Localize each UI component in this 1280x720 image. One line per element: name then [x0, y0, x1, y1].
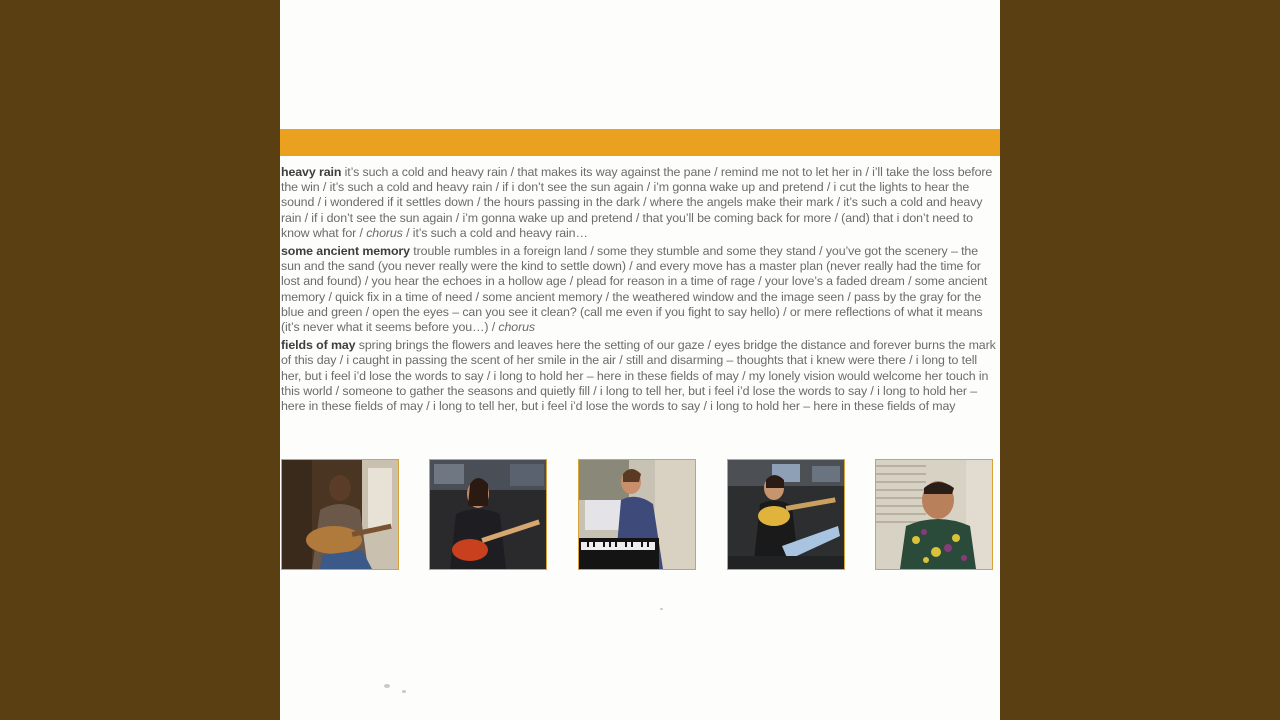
song-title: fields of may: [281, 338, 356, 353]
photo-image: [430, 460, 546, 569]
song-title: heavy rain: [281, 165, 342, 179]
photo-image: [876, 460, 992, 569]
song-title: some ancient memory: [281, 244, 410, 259]
paper-speck: [660, 608, 663, 610]
song-fields-of-may: [281, 338, 997, 414]
song-some-ancient-memory: [281, 244, 997, 335]
photo-image: [282, 460, 398, 569]
lyrics-block: [281, 165, 997, 417]
photo-keyboard-player: [578, 459, 696, 570]
photo-image: [579, 460, 695, 569]
photo-patterned-shirt: [875, 459, 993, 570]
song-lyrics-tail: / it’s such a cold and heavy rain…: [406, 225, 588, 240]
chorus-marker: chorus: [366, 225, 403, 240]
photo-image: [728, 460, 844, 569]
photo-red-electric-guitar: [429, 459, 547, 570]
song-lyrics: trouble rumbles in a foreign land / some they stumble and some they stand / you’ve got the scenery – the sun and the sand (you never really were the kind to settle down) / and every move has a master plan (never really had the time for lost and found) / you hear the echoes in a hollow age / plead for reason in a time of rage / your love’s a faded dream / some ancient memory / quick fix in a time of need / some ancient memory / the weathered window and the image seen / pass by the gray for the blue and green / open the eyes – can you see it clean? (call me even if you fight to say hello) / or mere reflections of what it means (it’s never what it seems before you…) /: [281, 244, 988, 335]
paper-speck: [384, 684, 390, 688]
song-lyrics: it’s such a cold and heavy rain / that makes its way against the pane / remind me not to let her in / i’ll take the loss before the win / it’s such a cold and heavy rain / if i don’t see the sun again / i’m gonna wake up and pretend / i cut the lights to hear the sound / i wondered if it settles down / the hours passing in the dark / where the angels make their mark / it’s such a cold and heavy rain / if i don’t see the sun again / i’m gonna wake up and pretend / that you’ll be coming back for more / (and) that i don’t need to know what for /: [281, 165, 993, 240]
accent-band: [280, 129, 1000, 156]
booklet-page: [280, 0, 1000, 720]
chorus-marker: chorus: [498, 320, 536, 335]
song-lyrics: spring brings the flowers and leaves here the setting of our gaze / eyes bridge the distance and forever burns the mark of this day / i caught in passing the scent of her smile in the air / still and disarming – thoughts that i knew were there / i long to tell her, but i feel i’d lose the words to say / i long to hold her – here in these fields of may / my lonely vision would welcome her touch in this world / someone to gather the seasons and quietly fill / i long to tell her, but i feel i’d lose the words to say / i long to hold her – here in these fields of may / i long to tell her, but i feel i’d lose the words to say / i long to hold her – here in these fields of may: [281, 338, 996, 414]
song-heavy-rain: [281, 165, 997, 241]
photo-yellow-electric-guitar: [727, 459, 845, 570]
paper-speck: [402, 690, 406, 693]
photo-acoustic-guitar: [281, 459, 399, 570]
photo-strip: [281, 459, 997, 571]
